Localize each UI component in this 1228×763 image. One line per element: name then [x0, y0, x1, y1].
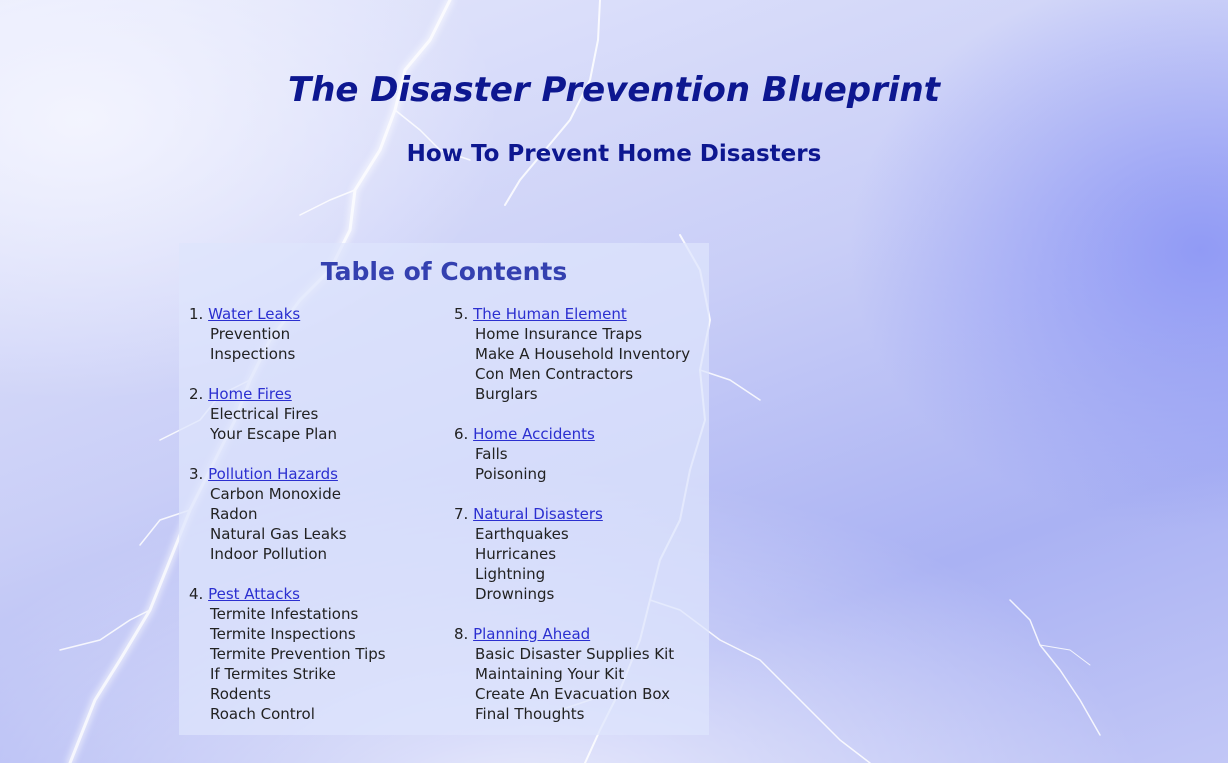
toc-subitem-termite-prevention-tips: Termite Prevention Tips: [210, 645, 386, 663]
toc-section-pollution-hazards: [189, 464, 386, 564]
toc-section-planning-ahead: [454, 624, 690, 724]
toc-subitem-carbon-monoxide: Carbon Monoxide: [210, 485, 341, 503]
toc-subitem-prevention: Prevention: [210, 325, 291, 343]
toc-section-natural-disasters: [454, 504, 690, 604]
toc-link-planning-ahead[interactable]: Planning Ahead: [473, 625, 591, 643]
toc-section-number: 6.: [454, 425, 469, 443]
toc-section-pest-attacks: [189, 584, 386, 724]
toc-subitem-hurricanes: Hurricanes: [475, 545, 557, 563]
toc-subitem-if-termites-strike: If Termites Strike: [210, 665, 336, 683]
toc-section-header: [454, 504, 690, 524]
toc-section-water-leaks: [189, 304, 386, 364]
toc-subitem-drownings: Drownings: [475, 585, 555, 603]
toc-subitem-termite-inspections: Termite Inspections: [210, 625, 356, 643]
toc-section-header: [189, 584, 386, 604]
toc-section-number: 4.: [189, 585, 204, 603]
toc-subitem-make-a-household-inventory: Make A Household Inventory: [475, 345, 691, 363]
toc-section-the-human-element: [454, 304, 690, 404]
toc-section-header: [454, 424, 690, 444]
toc-subitem-radon: Radon: [210, 505, 258, 523]
toc-subitem-poisoning: Poisoning: [475, 465, 547, 483]
toc-subitem-inspections: Inspections: [210, 345, 296, 363]
toc-subitem-indoor-pollution: Indoor Pollution: [210, 545, 328, 563]
toc-subitem-burglars: Burglars: [475, 385, 538, 403]
toc-section-header: [454, 304, 690, 324]
toc-subitem-rodents: Rodents: [210, 685, 271, 703]
toc-subitem-maintaining-your-kit: Maintaining Your Kit: [475, 665, 625, 683]
toc-subitem-basic-disaster-supplies-kit: Basic Disaster Supplies Kit: [475, 645, 675, 663]
table-of-contents: [179, 243, 709, 735]
toc-subitem-earthquakes: Earthquakes: [475, 525, 569, 543]
page-subtitle: How To Prevent Home Disasters: [406, 141, 822, 167]
toc-subitem-lightning: Lightning: [475, 565, 546, 583]
toc-link-water-leaks[interactable]: Water Leaks: [208, 305, 301, 323]
toc-section-home-fires: [189, 384, 386, 444]
toc-link-home-fires[interactable]: Home Fires: [208, 385, 292, 403]
toc-left-column: [189, 304, 386, 744]
toc-link-pollution-hazards[interactable]: Pollution Hazards: [208, 465, 338, 483]
toc-subitem-con-men-contractors: Con Men Contractors: [475, 365, 634, 383]
toc-subitem-your-escape-plan: Your Escape Plan: [210, 425, 337, 443]
toc-section-number: 5.: [454, 305, 469, 323]
toc-link-home-accidents[interactable]: Home Accidents: [473, 425, 595, 443]
toc-link-natural-disasters[interactable]: Natural Disasters: [473, 505, 603, 523]
toc-subitem-electrical-fires: Electrical Fires: [210, 405, 319, 423]
toc-heading: Table of Contents: [320, 257, 568, 286]
toc-subitem-roach-control: Roach Control: [210, 705, 315, 723]
page-title: The Disaster Prevention Blueprint: [288, 70, 940, 110]
toc-section-number: 2.: [189, 385, 204, 403]
toc-subitem-create-an-evacuation-box: Create An Evacuation Box: [475, 685, 671, 703]
toc-subitem-home-insurance-traps: Home Insurance Traps: [475, 325, 643, 343]
toc-section-header: [189, 304, 386, 324]
toc-section-number: 3.: [189, 465, 204, 483]
toc-section-header: [454, 624, 690, 644]
toc-subitem-termite-infestations: Termite Infestations: [210, 605, 359, 623]
toc-subitem-natural-gas-leaks: Natural Gas Leaks: [210, 525, 347, 543]
toc-subitem-final-thoughts: Final Thoughts: [475, 705, 585, 723]
toc-right-column: [454, 304, 690, 744]
toc-section-number: 8.: [454, 625, 469, 643]
toc-link-pest-attacks[interactable]: Pest Attacks: [208, 585, 300, 603]
toc-section-home-accidents: [454, 424, 690, 484]
toc-subitem-falls: Falls: [475, 445, 508, 463]
toc-section-number: 7.: [454, 505, 469, 523]
toc-section-number: 1.: [189, 305, 204, 323]
toc-section-header: [189, 464, 386, 484]
toc-section-header: [189, 384, 386, 404]
toc-link-the-human-element[interactable]: The Human Element: [473, 305, 627, 323]
